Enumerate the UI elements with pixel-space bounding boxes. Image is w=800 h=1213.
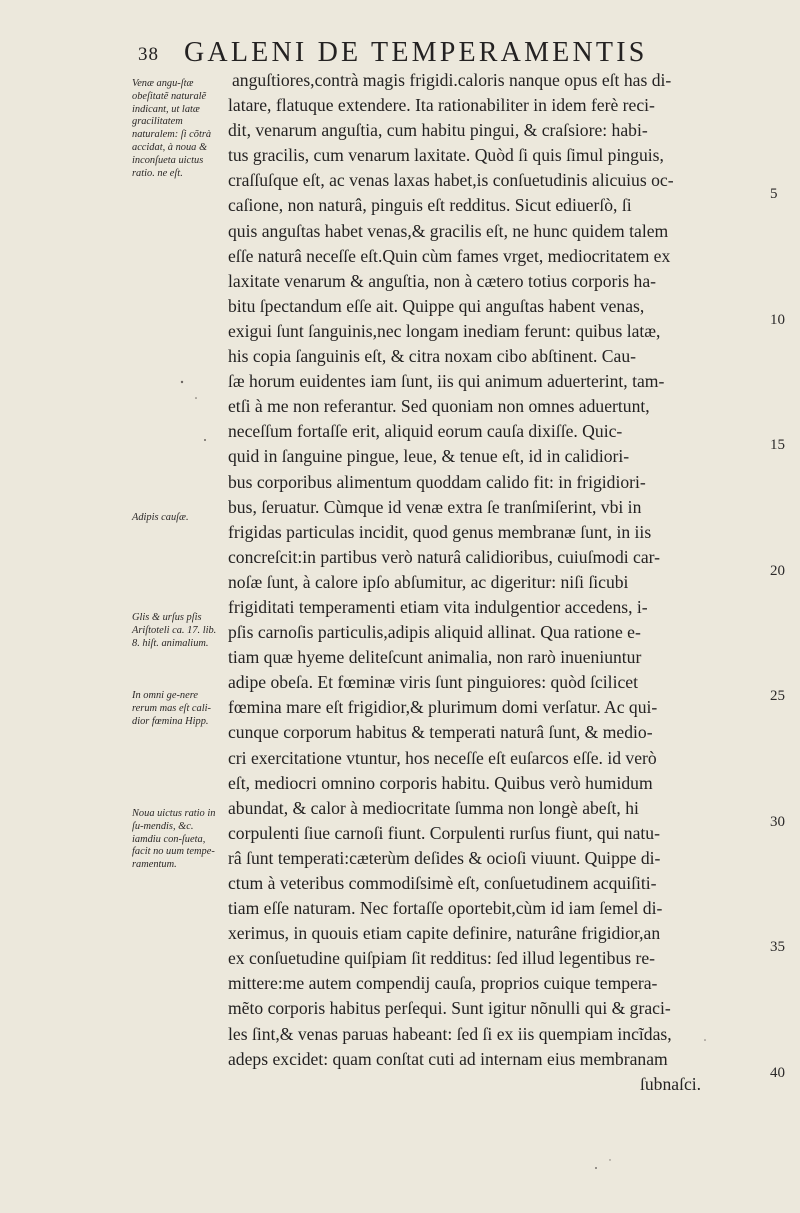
line-number: 15 — [770, 437, 785, 453]
text-line: laxitate venarum & anguſtia, non à cætero totius corporis ha- — [228, 270, 656, 291]
line-number: 20 — [770, 563, 785, 579]
text-line: ſæ horum euidentes iam ſunt, iis qui animum aduerterint, tam- — [228, 371, 665, 392]
text-line: neceſſum fortaſſe erit, aliquid eorum cauſa dixiſſe. Quic- — [228, 421, 623, 442]
margin-note-mas: In omni ge-nere rerum mas eſt cali-dior fœmina Hipp. — [132, 690, 211, 727]
text-line: mẽto corporis habitus perſequi. Sunt igitur nõnulli qui & graci- — [228, 998, 671, 1019]
line-number: 35 — [770, 939, 785, 955]
text-line: ex conſuetudine quiſpiam ſit redditus: ſed illud legentibus re- — [228, 948, 656, 969]
text-line: corpulenti ſiue carnoſi fiunt. Corpulenti rurſus fiunt, qui natu- — [228, 822, 660, 843]
line-number: 40 — [770, 1065, 785, 1081]
text-line: râ ſunt temperati:cæterùm deſides & ocioſi viuunt. Quippe di- — [228, 847, 661, 868]
text-line: cri exercitatione vtuntur, hos neceſſe eſt euſarcos eſſe. id verò — [228, 747, 657, 768]
margin-note-venae: Venæ angu-ſtæ obeſitatẽ naturalẽ indicant, ut latæ gracilitatem naturalem: ſi cõtrà accidat, à noua & inconſueta uictus ratio. ne eſt. — [132, 78, 212, 179]
line-number: 10 — [770, 312, 785, 328]
text-line: fœmina mare eſt frigidior,& plurimum domi verſatur. Ac qui- — [228, 697, 658, 718]
text-line: concreſcit:in partibus verò naturâ calidioribus, cuiuſmodi car- — [228, 546, 661, 567]
text-line: tus gracilis, cum venarum laxitate. Quòd ſi quis ſimul pinguis, — [228, 145, 664, 166]
text-line: exigui ſunt ſanguinis,nec longam inediam ferunt: quibus latæ, — [228, 320, 661, 341]
text-line: les ſint,& venas paruas habeant: ſed ſi ex iis quempiam incĩdas, — [228, 1023, 672, 1044]
margin-note-glis: Glis & urſus pſis Ariſtoteli ca. 17. lib. 8. hiſt. animalium. — [132, 612, 217, 649]
text-line: ſubnaſci. — [640, 1073, 702, 1094]
text-line: tiam eſſe naturam. Nec fortaſſe oportebit,cùm id iam ſemel di- — [228, 898, 663, 919]
text-line: mittere:me autem compendij cauſa, proprios cuique tempera- — [228, 973, 658, 994]
body-text — [228, 68, 768, 1097]
margin-note-adipis: Adipis cauſæ. — [132, 512, 189, 523]
text-line: his copia ſanguinis eſt, & citra noxam cibo abſtinent. Cau- — [228, 346, 636, 367]
text-line: pſis carnoſis particulis,adipis aliquid allinat. Qua ratione e- — [228, 622, 641, 643]
text-line: quis anguſtas habet venas,& gracilis eſt, ne hunc quidem talem — [228, 220, 669, 241]
margin-note-victus: Noua uictus ratio in ſu-mendis, &c. iamdiu con-ſueta, facit no uum tempe-ramentum. — [132, 808, 216, 871]
text-line: eſſe naturâ neceſſe eſt.Quin cùm fames vrget, mediocritatem ex — [228, 245, 671, 266]
text-line: noſæ ſunt, à calore ipſo abſumitur, ac digeritur: niſi ſicubi — [228, 571, 629, 592]
text-line: ctum à veteribus commodiſsimè eſt, conſuetudinem acquiſiti- — [228, 873, 657, 893]
text-line: adeps excidet: quam conſtat cuti ad internam eius membranam — [228, 1048, 668, 1069]
text-line: latare, flatuque extendere. Ita rationabiliter in idem ferè reci- — [228, 95, 655, 116]
line-number: 25 — [770, 688, 785, 704]
text-line: dit, venarum anguſtia, cum habitu pingui, & craſsiore: habi- — [228, 120, 648, 141]
text-line: cunque corporum habitus & temperati naturâ ſunt, & medio- — [228, 722, 653, 743]
text-line: bitu ſpectandum eſſe ait. Quippe qui anguſtas habent venas, — [228, 295, 645, 316]
text-line: anguſtiores,contrà magis frigidi.caloris nanque opus eſt has di- — [232, 70, 672, 90]
line-number: 5 — [770, 186, 778, 202]
text-line: xerimus, in quouis etiam capite definire, naturâne frigidior,an — [228, 923, 661, 944]
page-header — [0, 20, 800, 68]
text-line: etſi à me non referantur. Sed quoniam non omnes aduertunt, — [228, 396, 650, 417]
page-number: 38 — [138, 44, 159, 65]
text-line: frigidas particulas incidit, quod genus membranæ ſunt, in iis — [228, 521, 652, 542]
text-line: bus corporibus alimentum quoddam calido fit: in frigidiori- — [228, 471, 646, 492]
running-title: GALENI DE TEMPERAMENTIS — [184, 37, 648, 68]
text-line: bus, ſeruatur. Cùmque id venæ extra ſe tranſmiſerint, vbi in — [228, 496, 642, 517]
text-line: craſſuſque eſt, ac venas laxas habet,is conſuetudinis alicuius oc- — [228, 170, 674, 191]
text-line: quid in ſanguine pingue, leue, & tenue eſt, id in calidiori- — [228, 446, 630, 467]
text-line: abundat, & calor à mediocritate ſumma non longè abeſt, hi — [228, 797, 639, 818]
line-number: 30 — [770, 814, 785, 830]
text-line: eſt, mediocri omnino corporis habitu. Quibus verò humidum — [228, 772, 653, 793]
text-line: adipe obeſa. Et fœminæ viris ſunt pinguiores: quòd ſcilicet — [228, 672, 638, 693]
text-line: caſione, non naturâ, pinguis eſt redditus. Sicut ediuerſò, ſi — [228, 195, 632, 216]
text-line: tiam quæ hyeme delitеſcunt animalia, non rarò inueniuntur — [228, 647, 642, 668]
text-line: frigiditati temperamenti etiam vita indulgentior accedens, i- — [228, 596, 648, 617]
